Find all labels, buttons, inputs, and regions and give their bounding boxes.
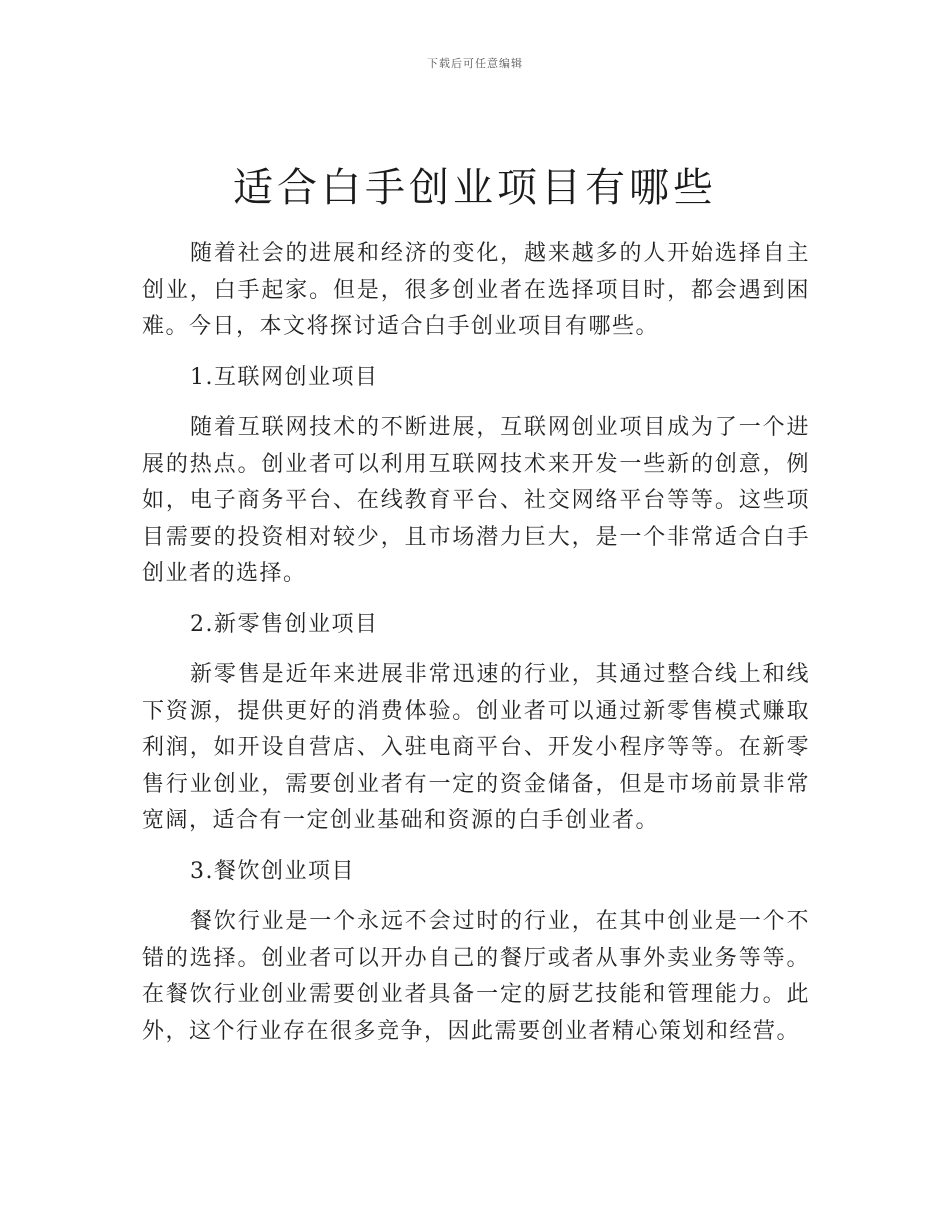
section-heading-new-retail: 2.新零售创业项目 — [190, 611, 379, 637]
section-body-catering: 餐饮行业是一个永远不会过时的行业，在其中创业是一个不错的选择。创业者可以开办自己的餐厅或者从事外卖业务等等。在餐饮行业创业需要创业者具备一定的厨艺技能和管理能力。此外，这个行业存在很多竞争，因此需要创业者精心策划和经营。 — [142, 909, 810, 1044]
section-heading-internet: 1.互联网创业项目 — [190, 364, 379, 390]
section-body-new-retail: 新零售是近年来进展非常迅速的行业，其通过整合线上和线下资源，提供更好的消费体验。创业者可以通过新零售模式赚取利润，如开设自营店、入驻电商平台、开发小程序等等。在新零售行业创业，需要创业者有一定的资金储备，但是市场前景非常宽阔，适合有一定创业基础和资源的白手创业者。 — [142, 662, 810, 833]
section-heading-catering: 3.餐饮创业项目 — [190, 858, 355, 884]
header-note: 下载后可任意编辑 — [427, 57, 523, 70]
document-body — [142, 236, 810, 1064]
document-title: 适合白手创业项目有哪些 — [233, 165, 717, 211]
section-body-internet: 随着互联网技术的不断进展，互联网创业项目成为了一个进展的热点。创业者可以利用互联网技术来开发一些新的创意，例如，电子商务平台、在线教育平台、社交网络平台等等。这些项目需要的投资相对较少，且市场潜力巨大，是一个非常适合白手创业者的选择。 — [142, 415, 810, 586]
intro-paragraph: 随着社会的进展和经济的变化，越来越多的人开始选择自主创业，白手起家。但是，很多创业者在选择项目时，都会遇到困难。今日，本文将探讨适合白手创业项目有哪些。 — [142, 241, 810, 339]
